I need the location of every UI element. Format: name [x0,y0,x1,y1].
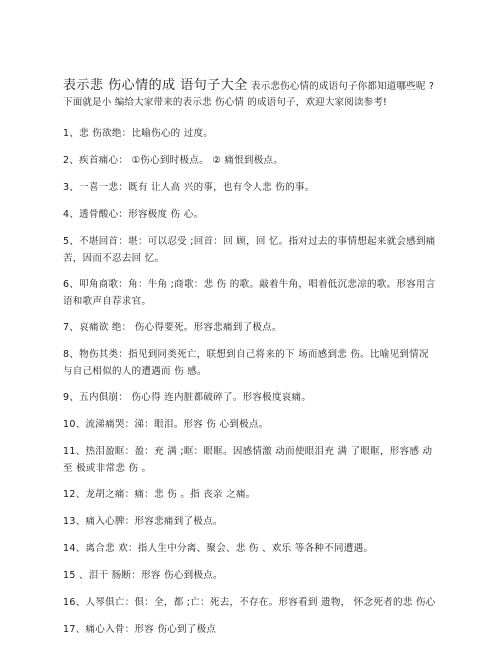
document-intro [63,78,443,110]
list-item: 8、物伤其类：指见到同类死亡，联想到自己将来的下 场而感到悲 伤。比喻见到情况 与自己相似的人的遭遇而 伤 感。 [63,349,429,377]
list-item: 14、离合悲 欢：指人生中分离、聚会、悲 伤 、欢乐 等各种不同遭遇。 [63,543,374,554]
list-item: 4、透骨酸心：形容极度 伤 心。 [63,209,204,220]
list-item: 16、人琴俱亡：俱：全，都 ;亡：死去，不存在。形容看到 遗物， 怀念死者的悲 伤心 [63,597,436,608]
list-item: 15 、泪干 肠断：形容 伤心到极点。 [63,570,223,581]
document-title: 表示悲 伤心情的成 语句子大全 [63,78,248,93]
list-item: 2、疾首痛心： ①伤心到时极点。 ② 痛恨到极点。 [63,155,284,166]
list-item: 1、悲 伤欲绝：比喻伤心的 过度。 [63,128,214,139]
document-intro-text: 表示悲伤心情的成语句子你都知道哪些呢 ?下面就是小 编给大家带来的表示悲 伤心情 的成语句子，欢迎大家阅读参考! [63,81,435,108]
list-item: 11、热泪盈眶：盈：充 满 ;眶：眼眶。因感情激 动而使眼泪充 满 了眼眶，形容感 动至 极或非常悲 伤 。 [63,446,433,474]
list-item: 12、龙胡之痛：痛：悲 伤 。指 丧亲 之痛。 [63,489,256,500]
list-item: 13、痛入心脾：形容悲痛到了极点。 [63,516,223,527]
list-item: 9、五内俱崩： 伤心得 连内脏都破碎了。形容极度哀痛。 [63,392,312,403]
list-item: 6、叩角商歌：角：牛角 ;商歌：悲 伤 的歌。敲着牛角，唱着低沉悲凉的歌。形容用言 语和歌声自荐求官。 [63,279,436,307]
list-item: 7、哀痛欲 绝： 伤心得要死。形容悲痛到了极点。 [63,322,282,333]
list-item: 10、流涕痛哭：涕：眼泪。形容 伤 心到极点。 [63,419,269,430]
list-item: 5、不堪回首：堪：可以忍受 ;回首：回 顾，回 忆。指对过去的事情想起来就会感到痛 苦，因而不忍去回 忆。 [63,236,436,264]
list-item: 3、一喜一悲：既有 让人高 兴的事，也有令人悲 伤的事。 [63,182,315,193]
list-item: 17、痛心入骨：形容 伤心到了极点 [63,624,217,635]
